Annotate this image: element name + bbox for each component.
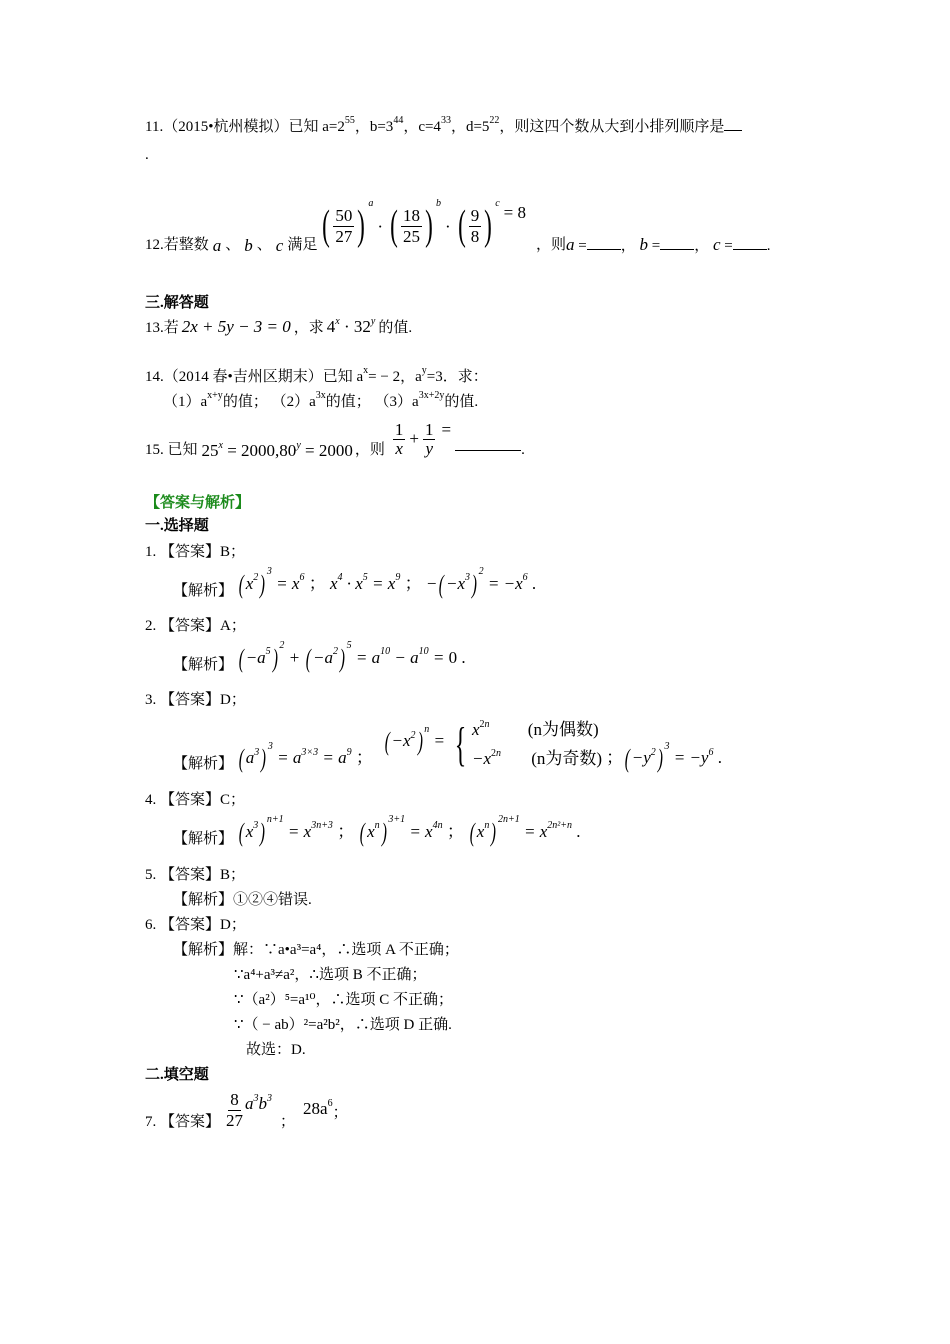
right-paren: ) [425, 203, 433, 249]
numerator: 9 [470, 205, 480, 225]
q13-equation: 2x + 5y − 3 = 0 [181, 317, 291, 336]
q14-text-b: = − 2，a [368, 369, 422, 385]
a6-line4: ∵（ − ab）²=a²b²，∴选项 D 正确. [234, 1017, 452, 1033]
base: 4 [326, 317, 336, 336]
dot: · [339, 317, 354, 336]
q13-line [145, 318, 412, 336]
exponent: 6 [327, 1097, 333, 1109]
a1-head: 1. 【答案】B； [145, 544, 246, 560]
comma: ， [694, 238, 710, 254]
q12-then: ，则 [536, 236, 567, 253]
q11-tail: . [145, 147, 149, 163]
exponent: 3x [315, 390, 326, 401]
a4-head: 4. 【答案】C； [145, 792, 246, 808]
fraction [469, 206, 482, 246]
q11-source: （2015•杭州模拟） [163, 119, 289, 135]
section-2-title: 二.填空题 [145, 1067, 209, 1083]
case-even: (n为偶数) [527, 720, 599, 739]
analysis-label: 【解析】 [173, 831, 234, 847]
sep: 、 [225, 236, 241, 253]
numerator: 50 [335, 205, 353, 225]
q14-line1 [145, 365, 488, 385]
exponent: y [370, 316, 376, 327]
denominator: 8 [470, 226, 480, 246]
exponent: a [368, 198, 374, 209]
right-paren: ) [484, 203, 493, 249]
numerator: 1 [394, 419, 404, 439]
q14-part1: （1）a [163, 394, 208, 410]
a4-formula: ( $x^3$) $^{n+1} = x^{3n+3}$ ； ( $x^n$) $^{3+1} = x^{4n}$ ； ( $x^n$) $^{2n+1} = x^{2n^2+n}$ . [238, 814, 581, 847]
exponent: 3x+2y [418, 390, 445, 401]
fraction [224, 1090, 245, 1130]
a3-cases: { $x^{2n}$ (n为偶数) $-x^{2n}$ (n为奇数) [454, 717, 603, 771]
period: ； [332, 1104, 348, 1121]
q15-equation [202, 442, 353, 459]
second-answer: 28a [303, 1098, 328, 1118]
q14-part3: （3）a [374, 394, 419, 410]
q14-part3-end: 的值. [444, 394, 479, 410]
exponent: c [495, 198, 500, 209]
q15-line [145, 418, 525, 459]
q11-exp-a: 55 [344, 115, 355, 126]
q14-text-c: =3．求： [426, 369, 488, 385]
a5-head: 5. 【答案】B； [145, 867, 246, 883]
plus: + [409, 428, 419, 448]
analysis-label: 【解析】 [173, 583, 234, 599]
a6-line5: 故选：D. [246, 1042, 306, 1058]
equation-part: = 2000 [300, 441, 353, 460]
answer-blank [455, 450, 521, 451]
var-a: a [212, 235, 222, 255]
q14-part2-end: 的值； [325, 394, 371, 410]
q11-exp-d: 22 [489, 115, 500, 126]
denominator: 27 [335, 226, 353, 246]
answers-title: 【答案与解析】 [145, 495, 251, 511]
denominator: 27 [226, 1110, 244, 1130]
exponent: y [421, 365, 427, 376]
q11-text-c: ，c=4 [403, 119, 441, 135]
a3-formula-2: ( $-x^2$) $^n$ = [384, 723, 445, 756]
analysis-label: 【解析】 [173, 756, 234, 773]
rhs: = 8 [503, 202, 526, 222]
q14-line2 [163, 390, 479, 410]
numerator: 18 [403, 205, 421, 225]
period: . [766, 238, 771, 254]
q11-number: 11. [145, 119, 164, 135]
denominator: 25 [403, 226, 421, 246]
q12-mid: 满足 [287, 236, 318, 253]
a2-formula: ( $-a^5$) $^2$ + ( $-a^2$) $^5 = a^{10} - a^{10} = 0$ . [238, 640, 466, 673]
case-odd: (n为奇数) [531, 748, 603, 768]
exponent: x+y [207, 390, 223, 401]
sep: ； [280, 1113, 296, 1130]
exponent: x [363, 365, 369, 376]
base: 32 [353, 317, 371, 336]
q12-answers [566, 236, 770, 254]
q12-equation: ( $\frac{50}{27}$ ) $^a$ · ( $\frac{18}{25}$ ) $^b$ · ( $\frac{9}{8}$ ) $^c$ = 8 [322, 198, 526, 249]
q11-text-b: ，b=3 [354, 119, 394, 135]
eq: = [651, 238, 661, 254]
a7-expr: $a^3b^3$ [245, 1092, 273, 1113]
exponent: b [436, 198, 442, 209]
a1-analysis [173, 566, 537, 599]
q12-line [145, 198, 771, 254]
q11-text-end: ，则这四个数从大到小排列顺序是 [499, 119, 725, 135]
eq: = [578, 238, 587, 254]
q14-text-a: 14.（2014 春•吉州区期末）已知 a [145, 369, 364, 385]
answer-blank [724, 130, 742, 131]
var-b: b [639, 235, 648, 254]
a2-head: 2. 【答案】A； [145, 618, 246, 634]
a3-head: 3. 【答案】D； [145, 692, 246, 708]
fraction [401, 206, 422, 246]
q13-prefix: 13.若 [145, 320, 179, 336]
q11-text-d: ，d=5 [450, 119, 490, 135]
a6-line3: ∵（a²）⁵=a¹⁰，∴选项 C 不正确； [234, 992, 454, 1008]
var-b: b [244, 235, 253, 255]
q13-mid: ，求 [293, 320, 324, 336]
q13-expr [327, 317, 376, 336]
exponent: x [218, 440, 223, 451]
var-c: c [712, 235, 721, 254]
left-paren: ( [390, 203, 398, 249]
eq: = [441, 419, 452, 439]
a3-formula-1: ( $a^3$) $^3 = a^{3\times 3} = a^9$ ； [238, 740, 373, 773]
exponent: x [335, 316, 340, 327]
answer-blank [587, 249, 621, 250]
right-paren: ) [357, 203, 366, 249]
denominator: x [395, 439, 403, 459]
q14-part1-end: 的值； [222, 394, 268, 410]
comma: ， [620, 238, 636, 254]
a4-analysis [173, 814, 581, 847]
equation-part: = 2000,80 [222, 441, 297, 460]
exponent: y [296, 440, 301, 451]
fraction [393, 420, 406, 458]
q11-line [145, 115, 742, 135]
q14-part2: （2）a [271, 394, 316, 410]
q13-end: 的值. [378, 320, 413, 336]
denominator: y [425, 439, 433, 459]
q11-exp-c: 33 [440, 115, 451, 126]
var-a: a [566, 235, 575, 254]
a7-line [145, 1090, 348, 1130]
answer-blank [660, 249, 694, 250]
sep: 、 [256, 236, 272, 253]
a3-formula-3: ；( $-y^2$) $^3 = -y^6$ . [606, 740, 722, 773]
a7-head: 7. 【答案】 [145, 1113, 221, 1130]
period: . [521, 442, 525, 458]
a6-line1: 【解析】解：∵a•a³=a⁴，∴选项 A 不正确； [173, 942, 459, 958]
q11-exp-b: 44 [393, 115, 404, 126]
a6-head: 6. 【答案】D； [145, 917, 246, 933]
fraction [423, 420, 436, 458]
section-3-title: 三.解答题 [145, 295, 209, 311]
a1-formula: ( $x^2$) $^3 = x^6$ ； $x^4 \cdot x^5 = x^9$ ； −( $-x^3$) $^2 = -x^6$ . [238, 566, 537, 599]
section-1-title: 一.选择题 [145, 518, 209, 534]
numerator: 8 [230, 1090, 239, 1109]
q15-expression [393, 420, 451, 458]
a7-second [303, 1097, 333, 1118]
a3-analysis [173, 716, 722, 774]
q15-then: ，则 [354, 442, 385, 458]
a2-analysis [173, 640, 466, 673]
left-paren: ( [322, 203, 331, 249]
numerator: 1 [424, 419, 434, 439]
a5-analysis: 【解析】①②④错误. [173, 892, 312, 908]
analysis-label: 【解析】 [173, 657, 234, 673]
base: 25 [201, 441, 219, 460]
fraction [333, 206, 354, 246]
var-c: c [275, 235, 284, 255]
left-paren: ( [457, 203, 466, 249]
answer-blank [733, 249, 767, 250]
eq: = [724, 238, 733, 254]
q11-text-a: 已知 a=2 [288, 119, 345, 135]
q12-prefix: 12.若整数 [145, 236, 209, 253]
q15-prefix: 15. 已知 [145, 442, 198, 458]
a6-line2: ∵a⁴+a³≠a²，∴选项 B 不正确； [234, 967, 427, 983]
